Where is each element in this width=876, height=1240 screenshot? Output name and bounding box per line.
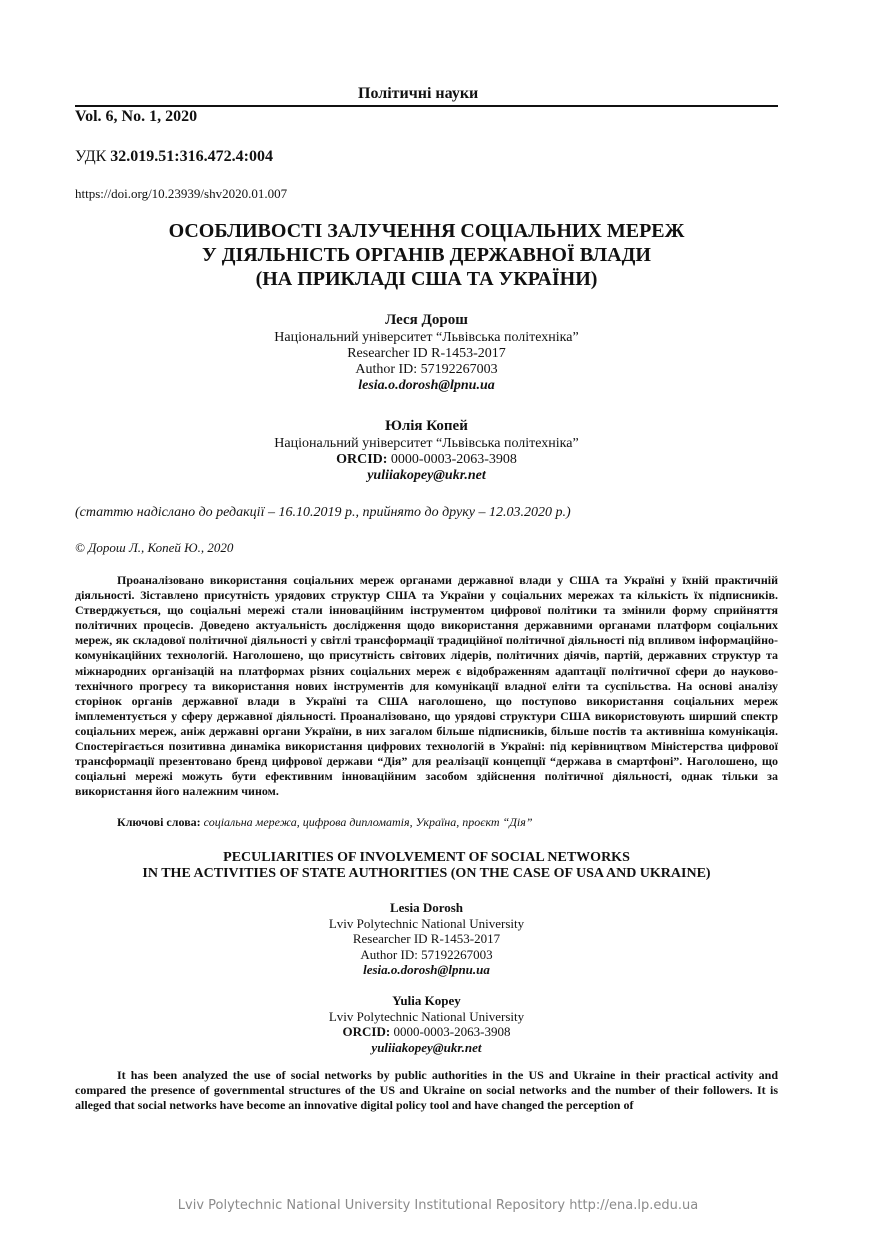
author-name: Юлія Копей bbox=[385, 418, 468, 434]
udk-prefix: УДК bbox=[75, 148, 111, 165]
author-block-uk-2 bbox=[75, 417, 778, 484]
author-affiliation: Lviv Polytechnic National University bbox=[328, 1008, 525, 1024]
article-title-en bbox=[75, 850, 778, 882]
author-email[interactable]: yuliiakopey@ukr.net bbox=[371, 1039, 482, 1055]
header-rule bbox=[75, 105, 778, 107]
author-orcid bbox=[75, 452, 778, 468]
abstract-uk: Проаналізовано використання соціальних мереж органами державної влади у США та Україні у їхній практичній діяльності. Зіставлено присутність урядових структур США та України у соціальних мережах та кількість їх підписників. Стверджується, що соціальні мережі стали інноваційним інструментом цифрової політики та змінили форму сприйняття політичних процесів. Доведено актуальність дослідження щодо використання державними органами платформ соціальних мереж, як складової політичної діяльності у світлі трансформації традиційної політичної діяльності під впливом інформаційно-комунікаційних технологій. Наголошено, що присутність світових лідерів, політичних діячів, партій, державних структур та міжнародних організацій на платформах різних соціальних мереж є відображенням адаптації політичної сфери до науково-технічного прогресу та використання нових інструментів для комунікації владної еліти та суспільства. На основі аналізу сторінок органів державної влади в Україні та США наголошено, що поступово використання соціальних мереж імплементується у сферу державної діяльності. Проаналізовано, що урядові структури США використовують ширший спектр соціальних мереж, аніж державні органи України, в них загалом більше підписників, більше постів та активніша комунікація. Спостерігається позитивна динаміка використання цифрових технологій в Україні: під керівництвом Міністерства цифрової трансформації презентовано бренд цифрової держави “Дія” для реалізації концепції “держава в смартфоні”. Наголошено, що соціальні мережі можуть бути ефективним інноваційним засобом здійснення політичної діяльності, однак тільки за використання його належним чином. bbox=[75, 573, 778, 799]
udk-line bbox=[75, 148, 273, 166]
title-en-line-1: PECULIARITIES OF INVOLVEMENT OF SOCIAL NETWORKS bbox=[223, 850, 630, 865]
author-email[interactable]: yuliiakopey@ukr.net bbox=[367, 468, 486, 483]
title-en-line-2: IN THE ACTIVITIES OF STATE AUTHORITIES (ON THE CASE OF USA AND UKRAINE) bbox=[142, 866, 711, 881]
author-name: Yulia Kopey bbox=[392, 993, 461, 1008]
orcid-value: 0000-0003-2063-3908 bbox=[387, 452, 517, 467]
article-title-uk bbox=[75, 219, 778, 291]
keywords-value: соціальна мережа, цифрова дипломатія, Україна, проєкт “Дія” bbox=[200, 815, 533, 829]
orcid-value: 0000-0003-2063-3908 bbox=[390, 1024, 511, 1039]
author-id: Author ID: 57192267003 bbox=[355, 362, 498, 377]
author-id: Author ID: 57192267003 bbox=[360, 946, 493, 962]
copyright-line: © Дорош Л., Копей Ю., 2020 bbox=[75, 540, 234, 555]
author-email[interactable]: lesia.o.dorosh@lpnu.ua bbox=[363, 962, 490, 977]
author-researcher-id: Researcher ID R-1453-2017 bbox=[347, 346, 506, 361]
title-uk-line-3: (НА ПРИКЛАДІ США ТА УКРАЇНИ) bbox=[255, 268, 598, 290]
journal-name: Політичні науки bbox=[358, 85, 479, 102]
author-name: Леся Дорош bbox=[385, 312, 468, 328]
udk-code: 32.019.51:316.472.4:004 bbox=[110, 148, 273, 165]
title-uk-line-1: ОСОБЛИВОСТІ ЗАЛУЧЕННЯ СОЦІАЛЬНИХ МЕРЕЖ bbox=[168, 220, 685, 242]
author-email[interactable]: lesia.o.dorosh@lpnu.ua bbox=[358, 378, 495, 393]
doi-link[interactable]: https://doi.org/10.23939/shv2020.01.007 bbox=[75, 186, 288, 201]
volume-line: Vol. 6, No. 1, 2020 bbox=[75, 108, 198, 125]
abstract-en: It has been analyzed the use of social networks by public authorities in the US and Ukraine in their practical activity and compared the presence of governmental structures of the US and Ukraine on social networks and the number of their followers. It is alleged that social networks have become an innovative digital policy tool and have changed the perception of bbox=[75, 1068, 778, 1113]
keywords-label: Ключові слова: bbox=[117, 815, 201, 829]
author-block-en-1 bbox=[75, 900, 778, 978]
author-affiliation: Національний університет “Львівська політехніка” bbox=[274, 436, 579, 451]
title-uk-line-2: У ДІЯЛЬНІСТЬ ОРГАНІВ ДЕРЖАВНОЇ ВЛАДИ bbox=[202, 244, 651, 266]
orcid-label: ORCID: bbox=[336, 452, 388, 467]
orcid-label: ORCID: bbox=[342, 1024, 391, 1039]
author-affiliation: Національний університет “Львівська політехніка” bbox=[274, 330, 579, 345]
repository-footer: Lviv Polytechnic National University Institutional Repository http://ena.lp.edu.ua bbox=[177, 1198, 699, 1213]
submission-dates: (статтю надіслано до редакції – 16.10.2019 р., прийнято до друку – 12.03.2020 р.) bbox=[75, 505, 571, 520]
author-researcher-id: Researcher ID R-1453-2017 bbox=[352, 931, 501, 946]
author-block-uk-1 bbox=[75, 311, 778, 394]
author-name: Lesia Dorosh bbox=[389, 900, 464, 915]
author-block-en-2 bbox=[75, 993, 778, 1055]
author-affiliation: Lviv Polytechnic National University bbox=[328, 915, 525, 931]
keywords-uk bbox=[117, 815, 533, 830]
author-orcid bbox=[75, 1024, 778, 1040]
